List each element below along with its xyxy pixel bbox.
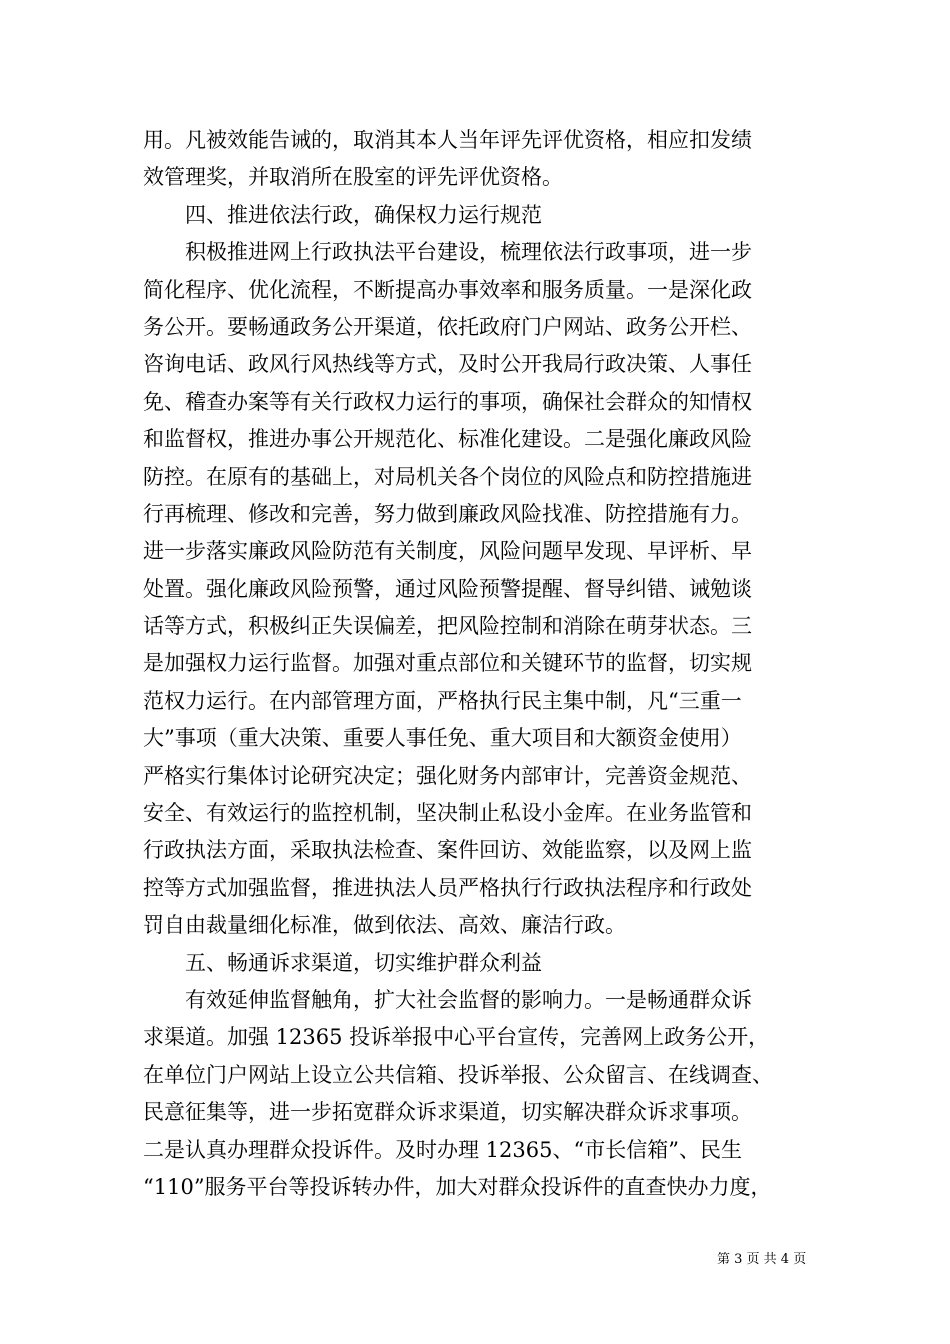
text-line: 处置。强化廉政风险预警，通过风险预警提醒、督导纠错、诫勉谈 xyxy=(143,576,752,601)
text-line: 简化程序、优化流程，不断提高办事效率和服务质量。一是深化政 xyxy=(143,277,752,302)
text-line: 民意征集等，进一步拓宽群众诉求渠道，切实解决群众诉求事项。 xyxy=(143,1100,752,1125)
text-line: 有效延伸监督触角，扩大社会监督的影响力。一是畅通群众诉 xyxy=(143,987,752,1012)
page-number: 第 3 页 共 4 页 xyxy=(717,1252,807,1267)
text-line: 效管理奖，并取消所在股室的评先评优资格。 xyxy=(143,165,563,190)
text-line: 咨询电话、政风行风热线等方式，及时公开我局行政决策、人事任 xyxy=(143,352,752,377)
text-line: 安全、有效运行的监控机制，坚决制止私设小金库。在业务监管和 xyxy=(143,801,752,826)
text-line: 进一步落实廉政风险防范有关制度，风险问题早发现、早评析、早 xyxy=(143,539,752,564)
text-line: 二是认真办理群众投诉件。及时办理 12365、“市长信箱”、民生 xyxy=(143,1137,742,1162)
text-line: 务公开。要畅通政务公开渠道，依托政府门户网站、政务公开栏、 xyxy=(143,314,752,339)
text-line: 求渠道。加强 12365 投诉举报中心平台宣传，完善网上政务公开， xyxy=(143,1025,770,1050)
text-line: 和监督权，推进办事公开规范化、标准化建设。二是强化廉政风险 xyxy=(143,427,752,452)
text-line: 积极推进网上行政执法平台建设，梳理依法行政事项，进一步 xyxy=(143,240,752,265)
text-line: 罚自由裁量细化标准，做到依法、高效、廉洁行政。 xyxy=(143,913,626,938)
text-line: 是加强权力运行监督。加强对重点部位和关键环节的监督，切实规 xyxy=(143,651,752,676)
text-line: 免、稽查办案等有关行政权力运行的事项，确保社会群众的知情权 xyxy=(143,389,752,414)
text-line: 话等方式，积极纠正失误偏差，把风险控制和消除在萌芽状态。三 xyxy=(143,614,752,639)
text-line: 在单位门户网站上设立公共信箱、投诉举报、公众留言、在线调查、 xyxy=(143,1062,773,1087)
body-text xyxy=(143,122,823,1206)
text-line: 行政执法方面，采取执法检查、案件回访、效能监察，以及网上监 xyxy=(143,838,752,863)
text-line: 范权力运行。在内部管理方面，严格执行民主集中制，凡“三重一 xyxy=(143,688,742,713)
section-heading-5: 五、畅通诉求渠道，切实维护群众利益 xyxy=(143,950,542,975)
section-heading-4: 四、推进依法行政，确保权力运行规范 xyxy=(143,202,542,227)
text-line: 行再梳理、修改和完善，努力做到廉政风险找准、防控措施有力。 xyxy=(143,501,752,526)
text-line: 用。凡被效能告诫的，取消其本人当年评先评优资格，相应扣发绩 xyxy=(143,128,752,152)
text-line: “110”服务平台等投诉转办件，加大对群众投诉件的直查快办力度， xyxy=(143,1174,772,1199)
text-line: 控等方式加强监督，推进执法人员严格执行行政执法程序和行政处 xyxy=(143,875,752,900)
text-line: 大”事项（重大决策、重要人事任免、重大项目和大额资金使用） xyxy=(143,726,742,751)
text-line: 严格实行集体讨论研究决定；强化财务内部审计，完善资金规范、 xyxy=(143,763,752,788)
text-line: 防控。在原有的基础上，对局机关各个岗位的风险点和防控措施进 xyxy=(143,464,752,489)
